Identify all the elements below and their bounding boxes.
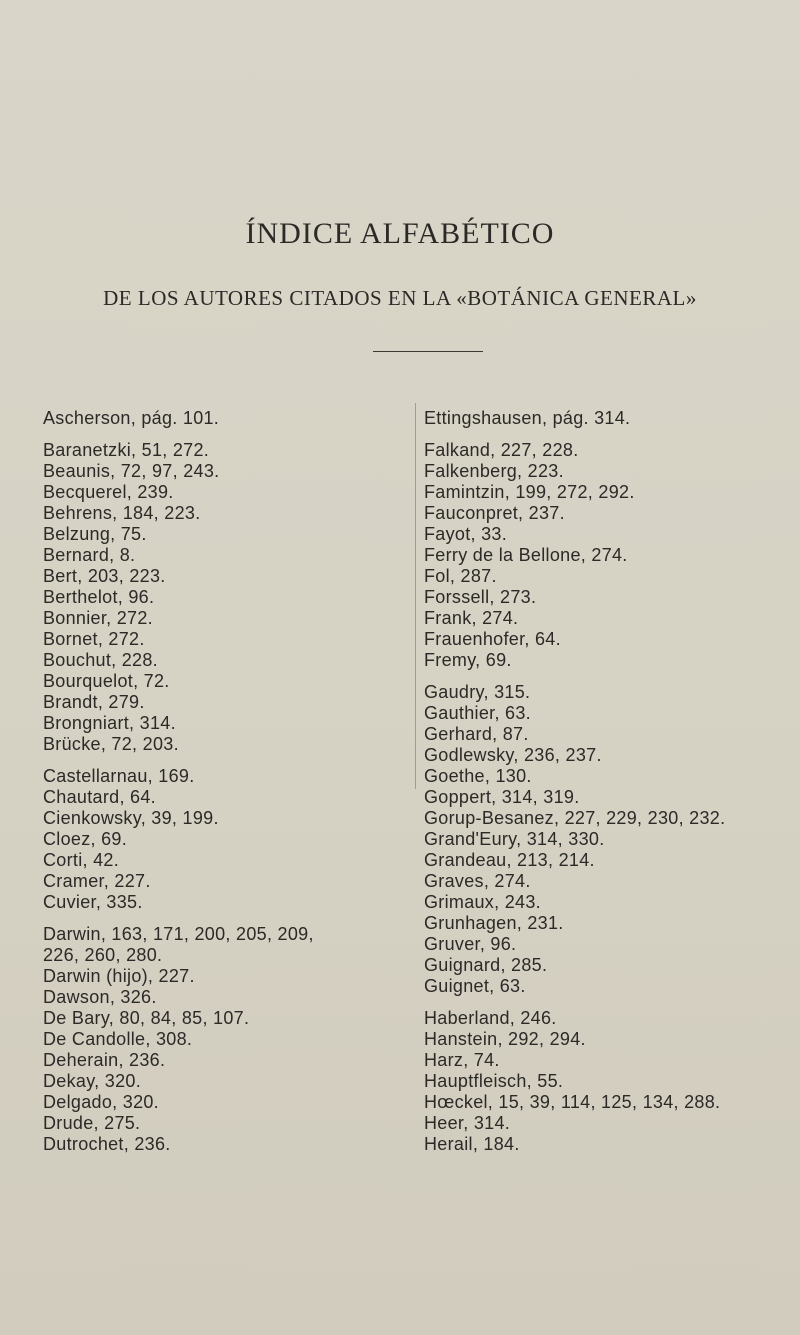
index-entry: Cloez, 69. [43,829,128,849]
index-letter-group [424,440,794,671]
index-entry: Chautard, 64. [43,787,156,807]
index-entry: Fauconpret, 237. [424,503,565,523]
index-entry: Fremy, 69. [424,650,512,670]
index-letter-group [43,924,393,1155]
index-entry: Grand'Eury, 314, 330. [424,829,605,849]
left-index-column [43,408,393,1166]
index-entry: Bonnier, 272. [43,608,153,628]
index-entry: Grunhagen, 231. [424,913,564,933]
index-entry: Frank, 274. [424,608,519,628]
column-divider [415,403,416,789]
index-entry: Beaunis, 72, 97, 243. [43,461,220,481]
index-entry: Harz, 74. [424,1050,500,1070]
index-entry: Gorup-Besanez, 227, 229, 230, 232. [424,808,726,828]
index-entry: Guignet, 63. [424,976,526,996]
index-entry: Corti, 42. [43,850,120,870]
index-entry: Ettingshausen, pág. 314. [424,408,631,428]
index-letter-group [424,682,794,997]
index-entry: Bourquelot, 72. [43,671,170,691]
index-entry: Bouchut, 228. [43,650,158,670]
index-entry: Behrens, 184, 223. [43,503,201,523]
page-subtitle: DE LOS AUTORES CITADOS EN LA «BOTÁNICA GENERAL» [103,286,697,310]
index-letter-group [424,1008,794,1155]
index-entry: Brandt, 279. [43,692,145,712]
index-entry: Cramer, 227. [43,871,151,891]
index-entry: Fol, 287. [424,566,497,586]
index-entry: Deherain, 236. [43,1050,166,1070]
index-entry: Gaudry, 315. [424,682,531,702]
index-entry: Haberland, 246. [424,1008,557,1028]
index-letter-group [43,440,393,755]
index-entry: Drude, 275. [43,1113,141,1133]
index-letter-group [43,766,393,913]
index-entry: Goppert, 314, 319. [424,787,580,807]
index-entry: Guignard, 285. [424,955,548,975]
index-entry: Falkenberg, 223. [424,461,564,481]
index-entry: Darwin (hijo), 227. [43,966,195,986]
index-letter-group [43,408,393,429]
index-entry: Famintzin, 199, 272, 292. [424,482,635,502]
index-entry: Cuvier, 335. [43,892,143,912]
index-entry: De Candolle, 308. [43,1029,193,1049]
index-entry: Ferry de la Bellone, 274. [424,545,628,565]
index-entry: Bornet, 272. [43,629,145,649]
index-entry: Baranetzki, 51, 272. [43,440,210,460]
index-entry: Bert, 203, 223. [43,566,166,586]
right-index-column [424,408,794,1166]
index-entry: Hanstein, 292, 294. [424,1029,586,1049]
index-entry: Castellarnau, 169. [43,766,195,786]
index-entry: De Bary, 80, 84, 85, 107. [43,1008,250,1028]
index-entry: Delgado, 320. [43,1092,159,1112]
index-entry: Hœckel, 15, 39, 114, 125, 134, 288. [424,1092,721,1112]
index-entry: Berthelot, 96. [43,587,155,607]
index-entry: Heer, 314. [424,1113,511,1133]
index-entry: Brongniart, 314. [43,713,176,733]
index-entry: Grandeau, 213, 214. [424,850,595,870]
index-entry: Becquerel, 239. [43,482,174,502]
index-entry: Dutrochet, 236. [43,1134,171,1154]
index-entry: Hauptfleisch, 55. [424,1071,564,1091]
index-entry: Graves, 274. [424,871,531,891]
page-title: ÍNDICE ALFABÉTICO [245,217,555,250]
index-entry: Frauenhofer, 64. [424,629,561,649]
index-entry: Darwin, 163, 171, 200, 205, 209, 226, 260, 280. [43,924,314,965]
index-entry: Dawson, 326. [43,987,157,1007]
index-entry: Godlewsky, 236, 237. [424,745,602,765]
index-entry: Fayot, 33. [424,524,508,544]
title-rule [373,351,483,352]
index-entry: Cienkowsky, 39, 199. [43,808,219,828]
index-entry: Goethe, 130. [424,766,532,786]
index-entry: Dekay, 320. [43,1071,142,1091]
index-entry: Herail, 184. [424,1134,520,1154]
index-entry: Gruver, 96. [424,934,517,954]
index-entry: Belzung, 75. [43,524,147,544]
index-entry: Forssell, 273. [424,587,537,607]
index-entry: Ascherson, pág. 101. [43,408,220,428]
index-letter-group [424,408,794,429]
index-entry: Gerhard, 87. [424,724,529,744]
index-entry: Grimaux, 243. [424,892,541,912]
index-entry: Falkand, 227, 228. [424,440,579,460]
index-entry: Brücke, 72, 203. [43,734,179,754]
index-entry: Bernard, 8. [43,545,136,565]
index-entry: Gauthier, 63. [424,703,531,723]
